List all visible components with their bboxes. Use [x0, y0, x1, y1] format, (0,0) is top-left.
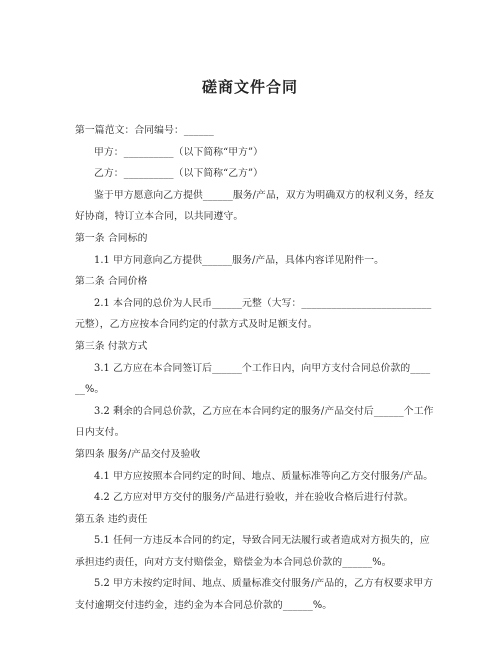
paragraph: 鉴于甲方愿意向乙方提供______服务/产品，双方为明确双方的权利义务，经友好协商，特订立本合同，以共同遵守。 — [75, 189, 435, 223]
paragraph: 4.2 乙方应对甲方交付的服务/产品进行验收，并在验收合格后进行付款。 — [94, 492, 414, 504]
paragraph: 1.1 甲方同意向乙方提供______服务/产品，具体内容详见附件一。 — [94, 254, 385, 266]
document-body — [75, 120, 435, 617]
paragraph: 甲方：__________（以下简称“甲方”） — [94, 146, 264, 158]
paragraph: 4.1 甲方应按照本合同约定的时间、地点、质量标准等向乙方交付服务/产品。 — [94, 470, 434, 482]
document-title: 磋商文件合同 — [201, 78, 298, 96]
paragraph: 5.2 甲方未按约定时间、地点、质量标准交付服务/产品的，乙方有权要求甲方支付逾期交付违约金，违约金为本合同总价款的______%。 — [75, 578, 434, 612]
section-heading: 第一篇范文：合同编号：______ — [75, 125, 214, 136]
section-heading: 第四条 服务/产品交付及验收 — [75, 448, 201, 460]
section-heading: 第三条 付款方式 — [75, 340, 148, 352]
paragraph: 3.1 乙方应在本合同签订后______个工作日内，向甲方支付合同总价款的______%。 — [75, 362, 431, 396]
section-heading: 第五条 违约责任 — [75, 513, 148, 525]
paragraph: 3.2 剩余的合同总价款，乙方应在本合同约定的服务/产品交付后______个工作日内支付。 — [75, 405, 434, 439]
section-heading: 第二条 合同价格 — [75, 276, 148, 288]
section-heading: 第一条 合同标的 — [75, 232, 148, 244]
paragraph: 5.1 任何一方违反本合同的约定，导致合同无法履行或者造成对方损失的，应承担违约责任，向对方支付赔偿金，赔偿金为本合同总价款的______%。 — [75, 535, 430, 568]
paragraph: 乙方：__________（以下简称“乙方”） — [94, 168, 264, 180]
paragraph: 2.1 本合同的总价为人民币______元整（大写：__________________________元整），乙方应按本合同约定的付款方式及时足额支付。 — [75, 297, 432, 331]
